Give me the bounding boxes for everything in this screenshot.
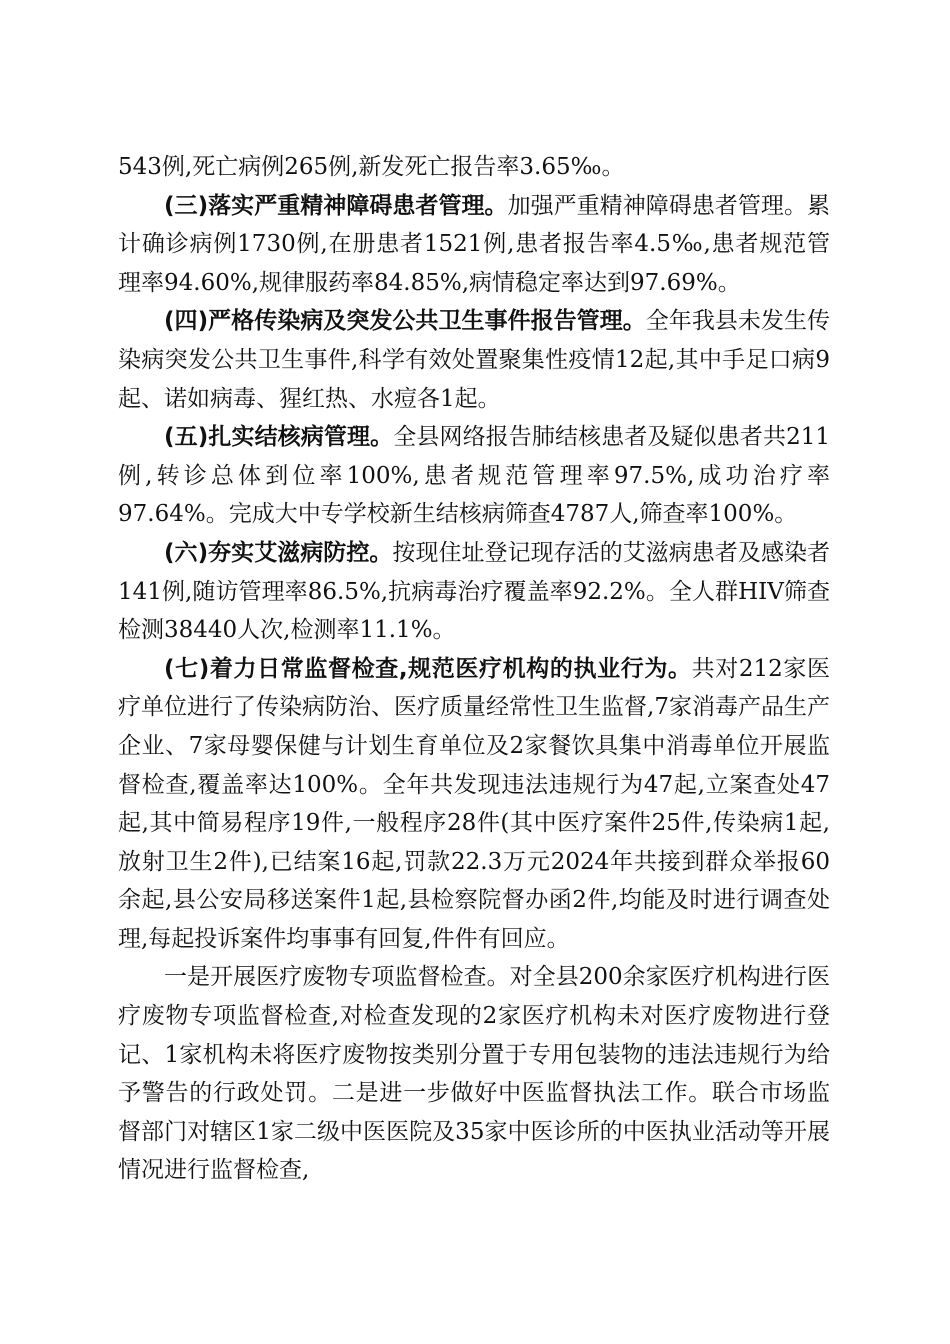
paragraph-2	[118, 187, 830, 303]
paragraph-lead: (五)扎实结核病管理。	[164, 424, 394, 451]
paragraph-4	[118, 418, 830, 534]
paragraph-text: 加强严重精神障碍患者管理。累计确诊病例1730例,在册患者1521例,患者报告率4.5‰,患者规范管理率94.60%,规律服药率84.85%,病情稳定率达到97.69%。	[118, 192, 830, 296]
paragraph-text: 全年我县未发生传染病突发公共卫生事件,科学有效处置聚集性疫情12起,其中手足口病9起、诺如病毒、猩红热、水痘各1起。	[118, 308, 830, 412]
paragraph-lead: (六)夯实艾滋病防控。	[164, 539, 393, 566]
paragraph-lead: (七)着力日常监督检查,规范医疗机构的执业行为。	[164, 655, 692, 682]
paragraph-text: 543例,死亡病例265例,新发死亡报告率3.65‰。	[118, 154, 625, 180]
paragraph-text: 一是开展医疗废物专项监督检查。对全县200余家医疗机构进行医疗废物专项监督检查,对检查发现的2家医疗机构未对医疗废物进行登记、1家机构未将医疗废物按类别分置于专用包装物的违法违规行为给予警告的行政处罚。二是进一步做好中医监督执法工作。联合市场监督部门对辖区1家二级中医医院及35家中医诊所的中医执业活动等开展情况进行监督检查,	[118, 964, 830, 1184]
paragraph-lead: (三)落实严重精神障碍患者管理。	[164, 192, 508, 219]
paragraph-text: 共对212家医疗单位进行了传染病防治、医疗质量经常性卫生监督,7家消毒产品生产企业、7家母婴保健与计划生育单位及2家餐饮具集中消毒单位开展监督检查,覆盖率达100%。全年共发现违法违规行为47起,立案查处47起,其中简易程序19件,一般程序28件(其中医疗案件25件,传染病1起,放射卫生2件),已结案16起,罚款22.3万元2024年共接到群众举报60余起,县公安局移送案件1起,县检察院督办函2件,均能及时进行调查处理,每起投诉案件均事事有回复,件件有回应。	[118, 655, 831, 952]
paragraph-5	[118, 534, 830, 650]
paragraph-7	[118, 958, 830, 1190]
paragraph-text: 全县网络报告肺结核患者及疑似患者共211例,转诊总体到位率100%,患者规范管理率97.5%,成功治疗率97.64%。完成大中专学校新生结核病筛查4787人,筛查率100%。	[118, 424, 830, 528]
document-body	[118, 148, 830, 1190]
paragraph-1	[118, 148, 830, 187]
paragraph-3	[118, 302, 830, 418]
paragraph-6	[118, 650, 830, 959]
paragraph-text: 按现住址登记现存活的艾滋病患者及感染者141例,随访管理率86.5%,抗病毒治疗覆盖率92.2%。全人群HIV筛查检测38440人次,检测率11.1%。	[118, 539, 831, 644]
paragraph-lead: (四)严格传染病及突发公共卫生事件报告管理。	[164, 308, 646, 335]
